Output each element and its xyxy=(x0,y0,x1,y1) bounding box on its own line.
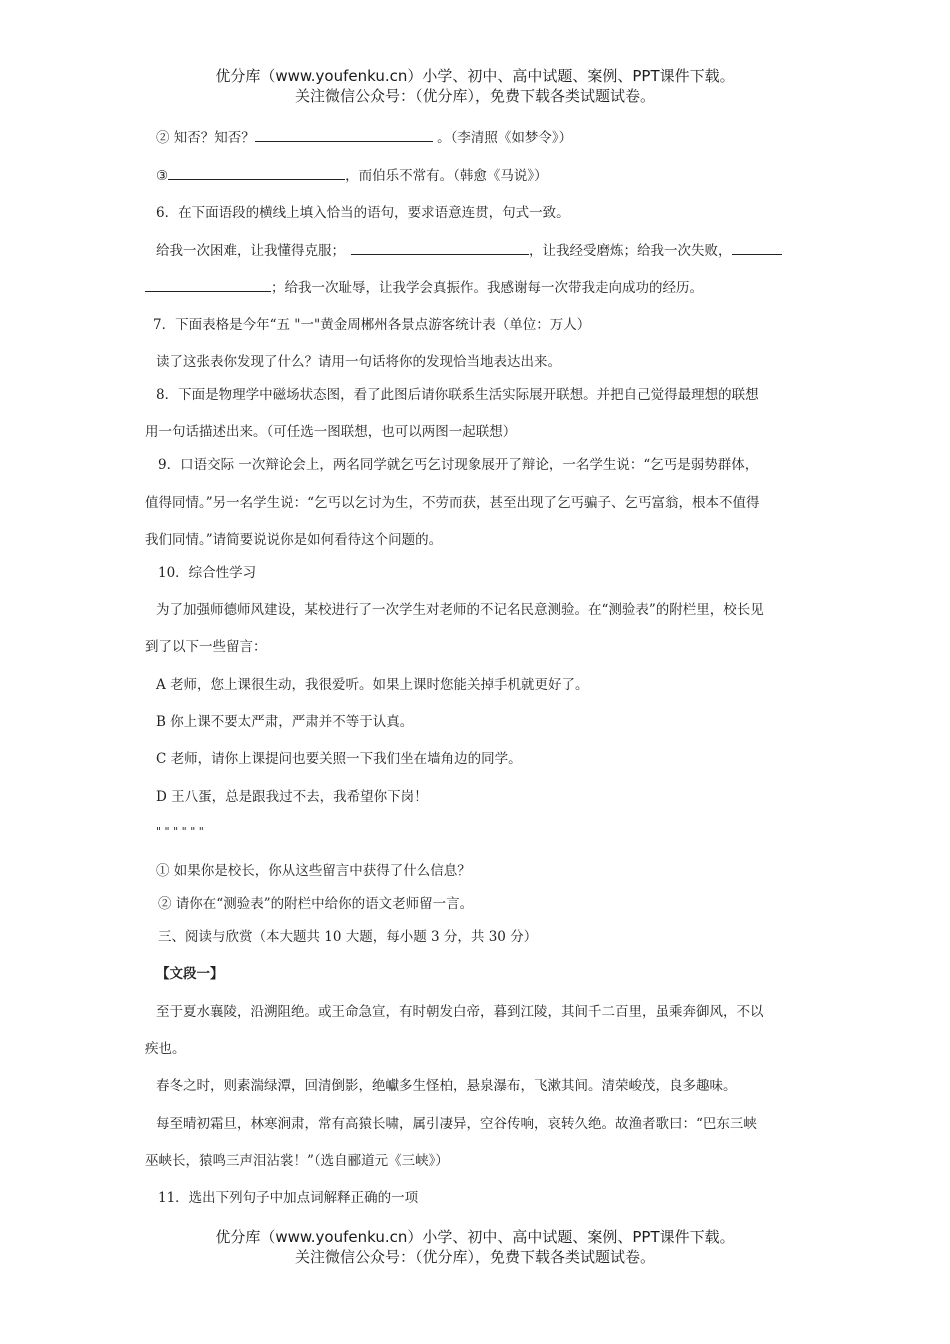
q10-comment-d: D 王八蛋，总是跟我过不去，我希望你下岗！ xyxy=(156,789,428,805)
passage-1-p3-line-1: 每至晴初霜旦，林寒涧肃，常有高猿长啸，属引凄异，空谷传响，哀转久绝。故渔者歌曰：“巴东三峡 xyxy=(156,1116,757,1132)
passage-1-p1-line-1: 至于夏水襄陵，沿溯阻绝。或王命急宣，有时朝发白帝，暮到江陵，其间千二百里，虽乘奔御风，不以 xyxy=(156,1004,764,1020)
q6-line-1 xyxy=(156,240,782,261)
q6-line-2 xyxy=(145,277,703,298)
q5-item-3-blank[interactable] xyxy=(168,165,345,180)
q10-comment-c: C 老师，请你上课提问也要关照一下我们坐在墙角边的同学。 xyxy=(156,751,522,767)
q6-blank-1[interactable] xyxy=(351,240,529,255)
q9-line-1: 9．口语交际 一次辩论会上，两名同学就乞丐乞讨现象展开了辩论，一名学生说：“乞丐是弱势群体， xyxy=(158,457,759,473)
q6-blank-2b[interactable] xyxy=(145,277,271,292)
q5-item-3-suffix: ，而伯乐不常有。（韩愈《马说》） xyxy=(345,168,548,184)
q10-sub-2: ② 请你在“测验表”的附栏中给你的语文老师留一言。 xyxy=(158,896,474,912)
q6-line-1-text-a: 给我一次困难，让我懂得克服； xyxy=(156,243,345,259)
header-line-2: 关注微信公众号：（优分库），免费下载各类试题试卷。 xyxy=(294,87,655,105)
footer-line-2: 关注微信公众号：（优分库），免费下载各类试题试卷。 xyxy=(294,1248,655,1266)
q6-line-2-text: ；给我一次耻辱，让我学会真振作。我感谢每一次带我走向成功的经历。 xyxy=(271,280,703,296)
q9-line-2: 值得同情。”另一名学生说：“乞丐以乞讨为生，不劳而获，甚至出现了乞丐骗子、乞丐富翁，根本不值得 xyxy=(145,495,760,511)
q6-blank-2a[interactable] xyxy=(732,240,782,255)
q8-line-1: 8．下面是物理学中磁场状态图，看了此图后请你联系生活实际展开联想。并把自己觉得最理想的联想 xyxy=(156,387,759,403)
q6-title: 6．在下面语段的横线上填入恰当的语句，要求语意连贯，句式一致。 xyxy=(156,205,570,221)
header-line-1: 优分库（www.youfenku.cn）小学、初中、高中试题、案例、PPT课件下载。 xyxy=(215,67,735,85)
page-header xyxy=(0,66,950,106)
q5-item-3 xyxy=(156,165,548,186)
q5-item-2-prefix: ② 知否？知否？ xyxy=(156,130,255,146)
q9-line-3: 我们同情。”请简要说说你是如何看待这个问题的。 xyxy=(145,532,443,548)
q10-title: 10．综合性学习 xyxy=(158,565,257,581)
footer-line-1: 优分库（www.youfenku.cn）小学、初中、高中试题、案例、PPT课件下载。 xyxy=(215,1228,735,1246)
q5-item-2-blank[interactable] xyxy=(255,127,433,142)
page-footer xyxy=(0,1227,950,1267)
q8-line-2: 用一句话描述出来。（可任选一图联想，也可以两图一起联想） xyxy=(145,424,517,440)
q10-sub-1: ① 如果你是校长，你从这些留言中获得了什么信息？ xyxy=(156,863,471,879)
q5-item-2 xyxy=(156,127,572,148)
passage-1-label: 【文段一】 xyxy=(156,966,224,982)
q7-title: 7．下面表格是今年“五 "一"黄金周郴州各景点游客统计表（单位：万人） xyxy=(153,317,591,333)
q10-intro-2: 到了以下一些留言： xyxy=(145,639,267,655)
passage-1-p3-line-2: 巫峡长，猿鸣三声泪沾裳！”（选自郦道元《三峡》） xyxy=(145,1153,449,1169)
passage-1-p2: 春冬之时，则素湍绿潭，回清倒影，绝巘多生怪柏，悬泉瀑布，飞漱其间。清荣峻茂，良多趣味。 xyxy=(156,1078,737,1094)
q10-intro-1: 为了加强师德师风建设，某校进行了一次学生对老师的不记名民意测验。在“测验表”的附栏里，校长见 xyxy=(156,602,764,618)
q6-line-1-text-b: ，让我经受磨炼；给我一次失败， xyxy=(529,243,732,259)
q11-title: 11．选出下列句子中加点词解释正确的一项 xyxy=(158,1190,419,1206)
q5-item-2-suffix: 。（李清照《如梦令》） xyxy=(437,130,573,146)
section-3-title: 三、阅读与欣赏（本大题共 10 大题，每小题 3 分，共 30 分） xyxy=(158,929,538,945)
q10-quote-marks: " " " " " " xyxy=(156,825,204,838)
q5-item-3-prefix: ③ xyxy=(156,168,169,184)
q7-prompt: 读了这张表你发现了什么？请用一句话将你的发现恰当地表达出来。 xyxy=(156,354,561,370)
passage-1-p1-line-2: 疾也。 xyxy=(145,1041,186,1057)
q10-comment-b: B 你上课不要太严肃，严肃并不等于认真。 xyxy=(156,714,414,730)
q10-comment-a: A 老师，您上课很生动，我很爱听。如果上课时您能关掉手机就更好了。 xyxy=(156,677,589,693)
